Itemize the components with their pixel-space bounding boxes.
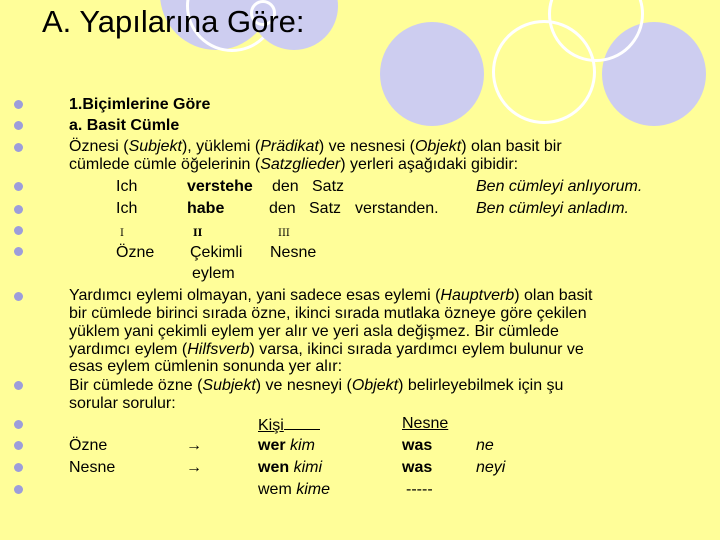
ex2-verb: habe xyxy=(187,200,225,217)
para2-line-1: Bir cümlede özne (Subjekt) ve nesneyi (Objekt) belirleyebilmek için şu xyxy=(69,377,564,394)
deco-circle-3 xyxy=(380,22,484,126)
ex2-participle: verstanden. xyxy=(355,200,439,217)
role-ozne: Özne xyxy=(116,244,155,261)
role-cekimli: Çekimli xyxy=(190,244,243,261)
right-arrow-icon: → xyxy=(186,437,202,454)
table-header-kisi: Kişi xyxy=(258,415,320,435)
bullet-icon xyxy=(14,463,23,472)
bullet-icon xyxy=(14,205,23,214)
section-heading: 1.Biçimlerine Göre xyxy=(69,96,211,113)
ex2-den: den xyxy=(269,200,296,217)
row2-label: Nesne xyxy=(69,459,116,476)
ex1-verb: verstehe xyxy=(187,178,253,195)
row3-de: wem kime xyxy=(258,481,331,498)
bullet-icon xyxy=(14,381,23,390)
bullet-icon xyxy=(14,485,23,494)
row2-de2: was xyxy=(402,459,433,476)
para1-line-4: yardımcı eylem (Hilfsverb) varsa, ikinci sırada yardımcı eylem bulunur ve xyxy=(69,341,584,358)
bullet-icon xyxy=(14,247,23,256)
ex1-den: den xyxy=(272,178,299,195)
bullet-icon xyxy=(14,420,23,429)
bullet-icon xyxy=(14,292,23,301)
bullet-icon xyxy=(14,100,23,109)
row3-de2: ----- xyxy=(406,481,433,498)
para1-line-1: Yardımcı eylemi olmayan, yani sadece esas eylemi (Hauptverb) olan basit xyxy=(69,287,593,304)
row1-de: wer kim xyxy=(258,437,315,454)
ex1-translation: Ben cümleyi anlıyorum. xyxy=(476,178,643,195)
ex1-ich: Ich xyxy=(116,178,138,195)
roman-one: I xyxy=(120,228,124,239)
ex2-ich: Ich xyxy=(116,200,138,217)
row1-de2: was xyxy=(402,437,433,454)
bullet-icon xyxy=(14,143,23,152)
para1-line-2: bir cümlede birinci sırada özne, ikinci sırada mutlaka özneye göre çekilen xyxy=(69,305,587,322)
bullet-icon xyxy=(14,226,23,235)
ex2-satz: Satz xyxy=(309,200,342,217)
ex1-satz: Satz xyxy=(312,178,345,195)
row1-label: Özne xyxy=(69,437,108,454)
table-header-nesne: Nesne xyxy=(402,415,449,432)
bullet-icon xyxy=(14,182,23,191)
page-title: A. Yapılarına Göre: xyxy=(42,4,305,39)
ex2-translation: Ben cümleyi anladım. xyxy=(476,200,629,217)
para1-line-3: yüklem yani çekimli eylem yer alır ve yeri asla değişmez. Bir cümlede xyxy=(69,323,559,340)
subsection-heading: a. Basit Cümle xyxy=(69,117,180,134)
row1-tr2: ne xyxy=(476,437,494,454)
intro-line-1: Öznesi (Subjekt), yüklemi (Prädikat) ve nesnesi (Objekt) olan basit bir xyxy=(69,138,562,155)
role-nesne: Nesne xyxy=(270,244,317,261)
intro-line-2: cümlede cümle öğelerinin (Satzglieder) yerleri aşağıdaki gibidir: xyxy=(69,156,519,173)
para1-line-5: esas eylem cümlenin sonunda yer alır: xyxy=(69,358,343,375)
row2-tr2: neyi xyxy=(476,459,506,476)
row2-de: wen kimi xyxy=(258,459,323,476)
role-eylem: eylem xyxy=(192,265,235,282)
bullet-icon xyxy=(14,441,23,450)
bullet-icon xyxy=(14,121,23,130)
roman-two: II xyxy=(193,228,203,239)
right-arrow-icon: → xyxy=(186,459,202,476)
roman-three: III xyxy=(278,228,290,239)
para2-line-2: sorular sorulur: xyxy=(69,395,176,412)
